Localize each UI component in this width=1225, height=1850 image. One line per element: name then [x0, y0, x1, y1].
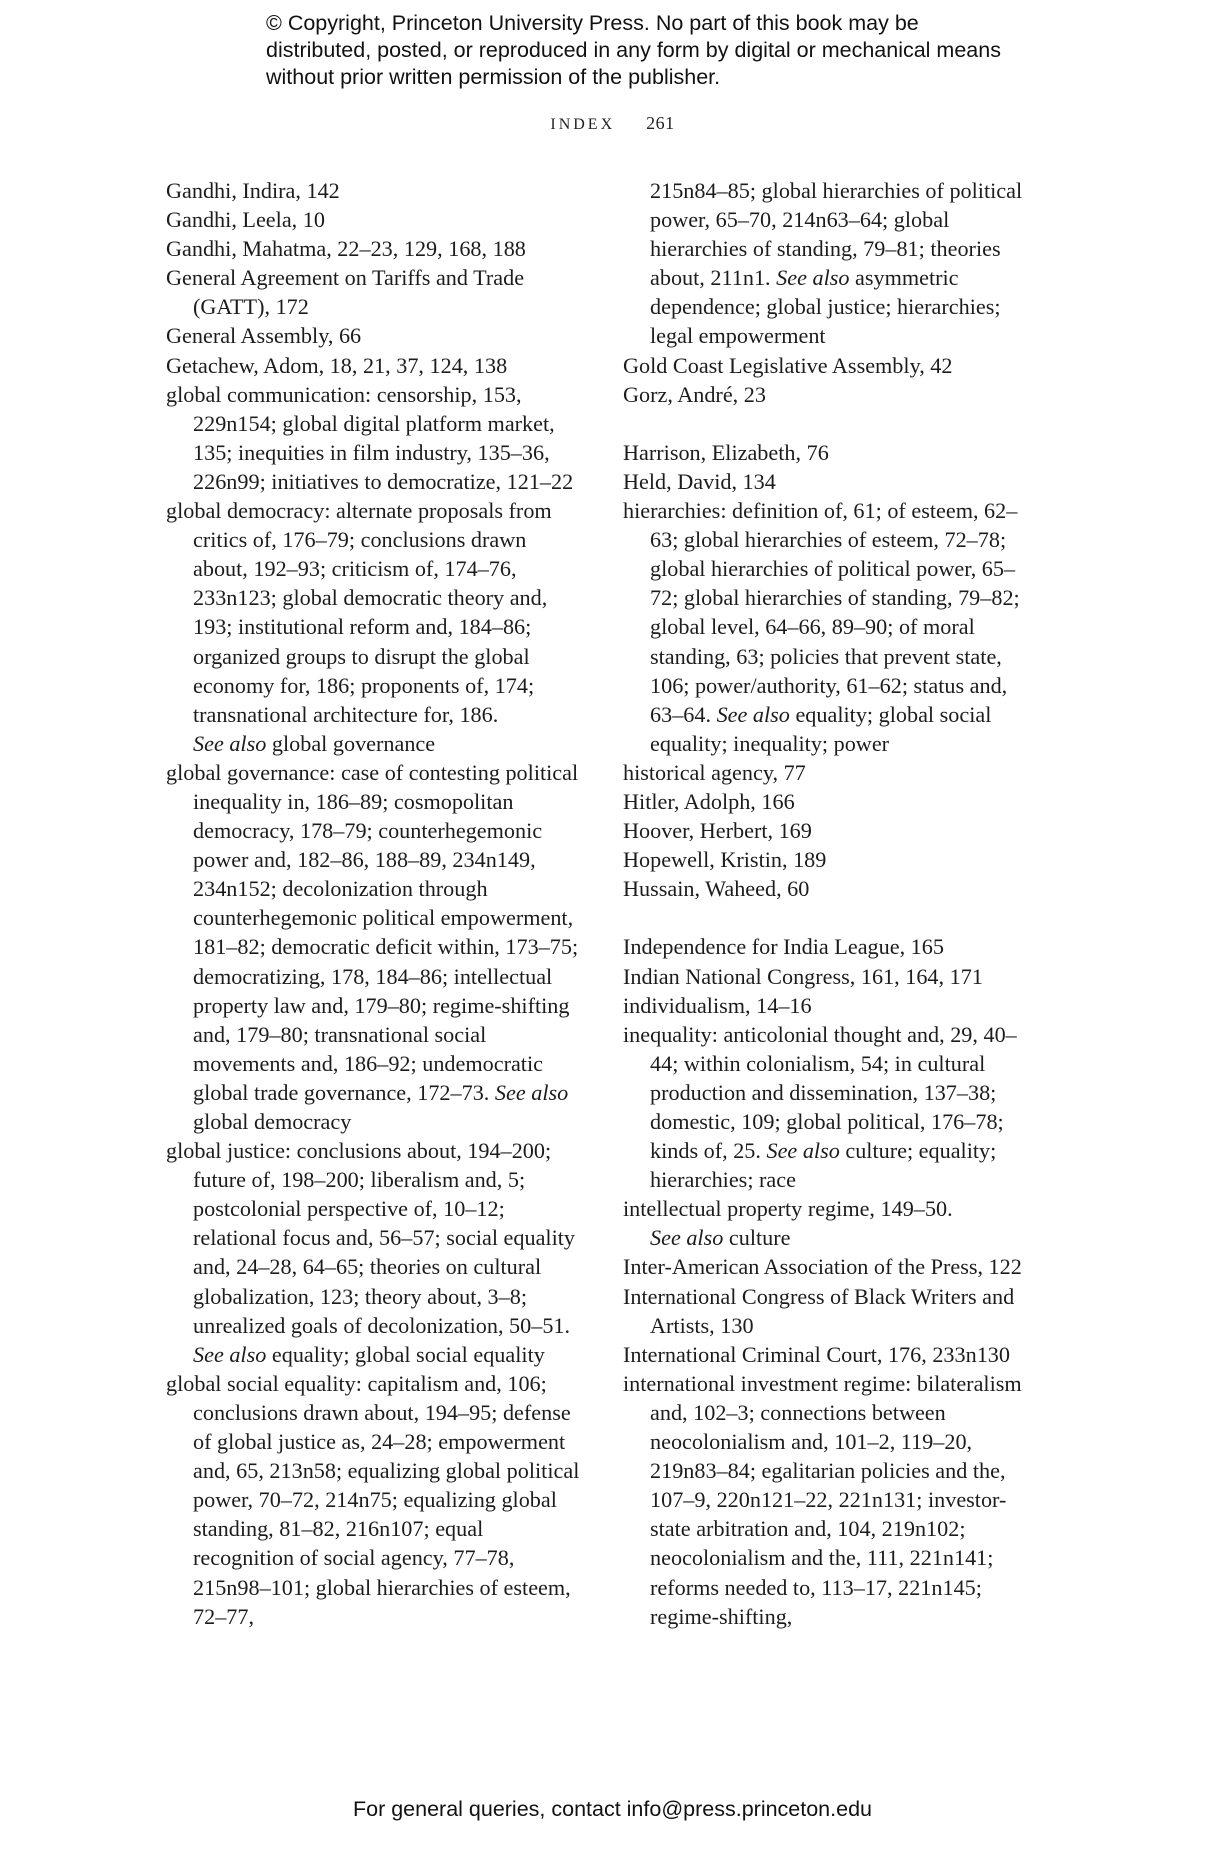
entry-text: Gorz, André, 23 [623, 381, 766, 407]
index-entry [623, 932, 1043, 961]
index-entry [623, 991, 1043, 1020]
index-entry [166, 380, 586, 496]
index-entry [166, 351, 586, 380]
see-also-reference: asymmetric dependence; global justice; hierarchies; legal empowerment [650, 265, 1001, 349]
entry-text: global justice: conclusions about, 194–200; future of, 198–200; liberalism and, 5; postcolonial perspective of, 10–12; relational focus and, 56–57; social equality and, 24–28, 64–65; theories on cultural globalization, 123; theory about, 3–8; unrealized goals of decolonization, 50–51. [166, 1138, 576, 1338]
entry-text: International Congress of Black Writers and Artists, 130 [623, 1283, 1015, 1338]
entry-text: historical agency, 77 [623, 759, 806, 785]
index-entry [166, 234, 586, 263]
entry-text: Harrison, Elizabeth, 76 [623, 439, 829, 465]
see-also-label: See also [716, 701, 790, 727]
see-also-reference: equality; global social equality; inequality; power [650, 701, 992, 756]
entry-text: Gandhi, Mahatma, 22–23, 129, 168, 188 [166, 236, 526, 262]
index-entry [623, 1194, 1043, 1252]
index-entry [166, 176, 586, 205]
entry-text: Hoover, Herbert, 169 [623, 818, 812, 844]
see-also-reference: global democracy [193, 1109, 352, 1134]
entry-text: hierarchies: definition of, 61; of esteem, 62–63; global hierarchies of esteem, 72–78; global hierarchies of political power, 65–72; global hierarchies of standing, 79–82; global level, 64–66, 89–90; of moral standing, 63; policies that prevent state, 106; power/authority, 61–62; status and, 63–64. [623, 498, 1020, 727]
index-entry [623, 874, 1043, 903]
index-entry [623, 758, 1043, 787]
section-label: INDEX [550, 116, 616, 133]
index-entry [623, 845, 1043, 874]
entry-text: Inter-American Association of the Press, 122 [623, 1254, 1022, 1280]
entry-text: Hitler, Adolph, 166 [623, 788, 795, 814]
entry-text: global communication: censorship, 153, 229n154; global digital platform market, 135; inequities in film industry, 135–36, 226n99; initiatives to democratize, 121–22 [166, 381, 574, 494]
index-entry-continuation [623, 176, 1043, 351]
entry-text: Hopewell, Kristin, 189 [623, 847, 827, 873]
see-also-reference: global governance [271, 730, 436, 756]
entry-text: international investment regime: bilateralism and, 102–3; connections between neocolonialism and, 101–2, 119–20, 219n83–84; egalitarian policies and the, 107–9, 220n121–22, 221n131; investor-state arbitration and, 104, 219n102; neocolonialism and the, 111, 221n141; reforms needed to, 113–17, 221n145; regime-shifting, [623, 1370, 1022, 1629]
index-entry [623, 467, 1043, 496]
index-entry [166, 1136, 586, 1369]
see-also-reference: equality; global social equality [271, 1341, 545, 1367]
index-entry [166, 758, 586, 1136]
entry-text: intellectual property regime, 149–50. [623, 1196, 953, 1222]
entry-text: Getachew, Adom, 18, 21, 37, 124, 138 [166, 352, 508, 378]
index-entry [623, 787, 1043, 816]
running-head [0, 113, 1225, 134]
entry-text: global social equality: capitalism and, 106; conclusions drawn about, 194–95; defense of global justice as, 24–28; empowerment and, 65, 213n58; equalizing global political power, 70–72, 214n75; equalizing global standing, 81–82, 216n107; equal recognition of social agency, 77–78, 215n98–101; global hierarchies of esteem, 72–77, [166, 1370, 580, 1629]
see-also-label: See also [193, 1341, 267, 1367]
entry-text: General Assembly, 66 [166, 323, 362, 349]
index-entry [623, 380, 1043, 409]
entry-text: Independence for India League, 165 [623, 934, 944, 960]
index-entry [166, 496, 586, 758]
entry-text: global democracy: alternate proposals from critics of, 176–79; conclusions drawn about, 192–93; criticism of, 174–76, 233n123; global democratic theory and, 193; institutional reform and, 184–86; organized groups to disrupt the global economy for, 186; proponents of, 174; transnational architecture for, 186. [166, 498, 552, 727]
entry-text: General Agreement on Tariffs and Trade (GATT), 172 [166, 265, 525, 320]
index-entry [623, 1020, 1043, 1195]
page-number: 261 [646, 113, 675, 133]
entry-text: inequality: anticolonial thought and, 29, 40–44; within colonialism, 54; in cultural production and dissemination, 137–38; domestic, 109; global political, 176–78; kinds of, 25. [623, 1021, 1017, 1164]
see-also-reference: culture; equality; hierarchies; race [650, 1138, 997, 1193]
entry-text: 215n84–85; global hierarchies of political power, 65–70, 214n63–64; global hierarchies of standing, 79–81; theories about, 211n1. [650, 178, 1023, 291]
see-also-label: See also [193, 730, 267, 756]
entry-text: Gandhi, Indira, 142 [166, 178, 340, 203]
entry-text: global governance: case of contesting political inequality in, 186–89; cosmopolitan democracy, 178–79; counterhegemonic power and, 182–86, 188–89, 234n149, 234n152; decolonization through counterhegemonic political empowerment, 181–82; democratic deficit within, 173–75; democratizing, 178, 184–86; intellectual property law and, 179–80; regime-shifting and, 179–80; transnational social movements and, 186–92; undemocratic global trade governance, 172–73. [166, 759, 579, 1105]
letter-group-gap [623, 903, 1043, 932]
index-entry [166, 205, 586, 234]
entry-text: Hussain, Waheed, 60 [623, 876, 810, 902]
see-also-label: See also [776, 265, 850, 291]
index-entry [623, 1252, 1043, 1281]
index-entry [623, 1282, 1043, 1340]
index-column-right [623, 176, 1043, 1631]
see-also-label: See also [766, 1138, 840, 1164]
index-entry [623, 816, 1043, 845]
entry-text: International Criminal Court, 176, 233n130 [623, 1341, 1010, 1367]
entry-text: Held, David, 134 [623, 468, 776, 494]
contact-footer: For general queries, contact info@press.princeton.edu [352, 1797, 872, 1821]
see-also-label: See also [494, 1079, 569, 1105]
index-entry [623, 496, 1043, 758]
index-entry [623, 1369, 1043, 1631]
index-entry [166, 1369, 586, 1631]
index-entry [166, 321, 586, 350]
letter-group-gap [623, 409, 1043, 438]
index-entry [623, 962, 1043, 991]
entry-text: Gold Coast Legislative Assembly, 42 [623, 352, 953, 378]
see-also-reference: culture [728, 1225, 791, 1251]
index-entry [623, 351, 1043, 380]
index-column-left [166, 176, 586, 1631]
index-entry [623, 1340, 1043, 1369]
entry-text: individualism, 14–16 [623, 992, 812, 1018]
copyright-notice: © Copyright, Princeton University Press. No part of this book may be distributed, posted, or reproduced in any form by digital or mechanical means without prior written permission of the publisher. [266, 11, 1001, 89]
index-entry [623, 438, 1043, 467]
entry-text: Gandhi, Leela, 10 [166, 207, 325, 233]
see-also-label: See also [650, 1225, 724, 1251]
entry-text: Indian National Congress, 161, 164, 171 [623, 963, 983, 989]
index-entry [166, 263, 586, 321]
